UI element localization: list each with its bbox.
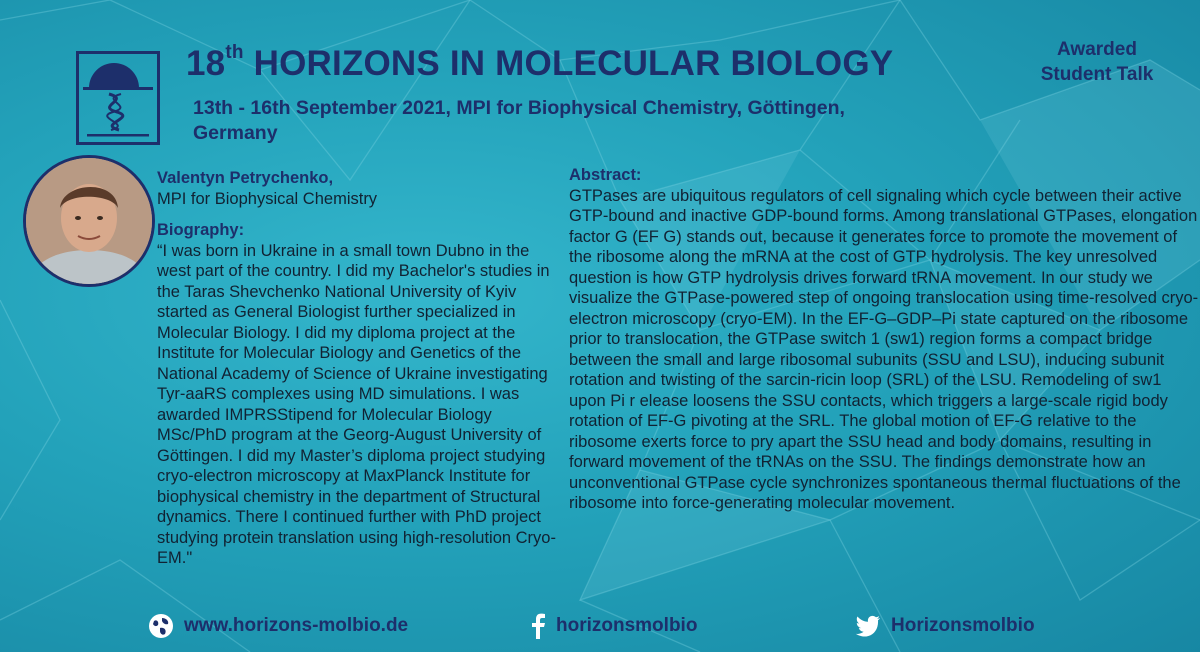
footer-website[interactable] — [148, 612, 408, 640]
speaker-photo — [23, 155, 155, 287]
event-logo — [76, 51, 160, 145]
biography-text: “I was born in Ukraine in a small town Dubno in the west part of the country. I did my Bachelor's studies in the Taras Shevchenko National University of Kyiv started as General Biologist further specialized in Molecular Biology. I did my diploma project at the Institute for Molecular Biology and Genetics of the National Academy of Science of Ukraine investigating Tyr-aaRS complexes using MD simulations. I was awarded IMPRSStipend for Molecular Biology MSc/PhD program at the Georg-August University of Göttingen. I did my Master’s diploma project studying cryo-electron microscopy at MaxPlanck Institute for biophysical chemistry in the department of Structural dynamics. There I continued further with PhD project studying protein translation using high-resolution Cryo-EM." — [157, 241, 556, 567]
speaker-column — [157, 168, 559, 569]
website-link[interactable]: www.horizons-molbio.de — [184, 615, 409, 636]
speaker-affiliation: MPI for Biophysical Chemistry — [157, 189, 378, 208]
page-title: 18th HORIZONS IN MOLECULAR BIOLOGY — [186, 42, 894, 83]
globe-icon — [148, 613, 174, 639]
awarded-badge: Awarded Student Talk — [1040, 39, 1154, 85]
abstract-label: Abstract: — [569, 166, 642, 184]
abstract-column — [569, 165, 1199, 514]
event-subtitle: 13th - 16th September 2021, MPI for Biophysical Chemistry, Göttingen, Germany — [193, 97, 845, 144]
speaker-name: Valentyn Petrychenko, — [157, 169, 334, 187]
footer-facebook[interactable] — [530, 612, 697, 640]
biography-label: Biography: — [157, 221, 245, 239]
facebook-icon — [530, 613, 546, 639]
facebook-handle[interactable]: horizonsmolbio — [556, 615, 698, 636]
twitter-handle[interactable]: Horizonsmolbio — [891, 615, 1035, 636]
twitter-icon — [855, 615, 881, 637]
footer-twitter[interactable] — [855, 612, 1035, 640]
abstract-text: GTPases are ubiquitous regulators of cell signaling which cycle between their active GTP-bound and inactive GDP-bound forms. Among translational GTPases, elongation factor G (EF G) stands out, because it generates force to promote the movement of the ribosome along the mRNA at the cost of GTP hydrolysis. The key unresolved question is how GTP hydrolysis drives forward tRNA movement. In our study we visualize the GTPase-powered step of ongoing translocation using time-resolved cryo-electron microscopy (cryo-EM). In the EF-G–GDP–Pi state captured on the ribosome prior to translocation, the GTPase switch 1 (sw1) region forms a compact bridge between the small and large ribosomal subunits (SSU and LSU), inducing subunit rotation and twisting of the sarcin-ricin loop (SRL) of the LSU. Remodeling of sw1 upon Pi r elease loosens the SSU contacts, which triggers a large-scale rigid body rotation of EF-G pivoting at the SRL. The global motion of EF-G relative to the ribosome exerts force to pry apart the SSU head and body domains, resulting in forward movement of the tRNAs on the SSU. The findings demonstrate how an unconventional GTPase cycle synchronizes spontaneous thermal fluctuations of the ribosome into force-generating molecular movement. — [569, 186, 1199, 512]
